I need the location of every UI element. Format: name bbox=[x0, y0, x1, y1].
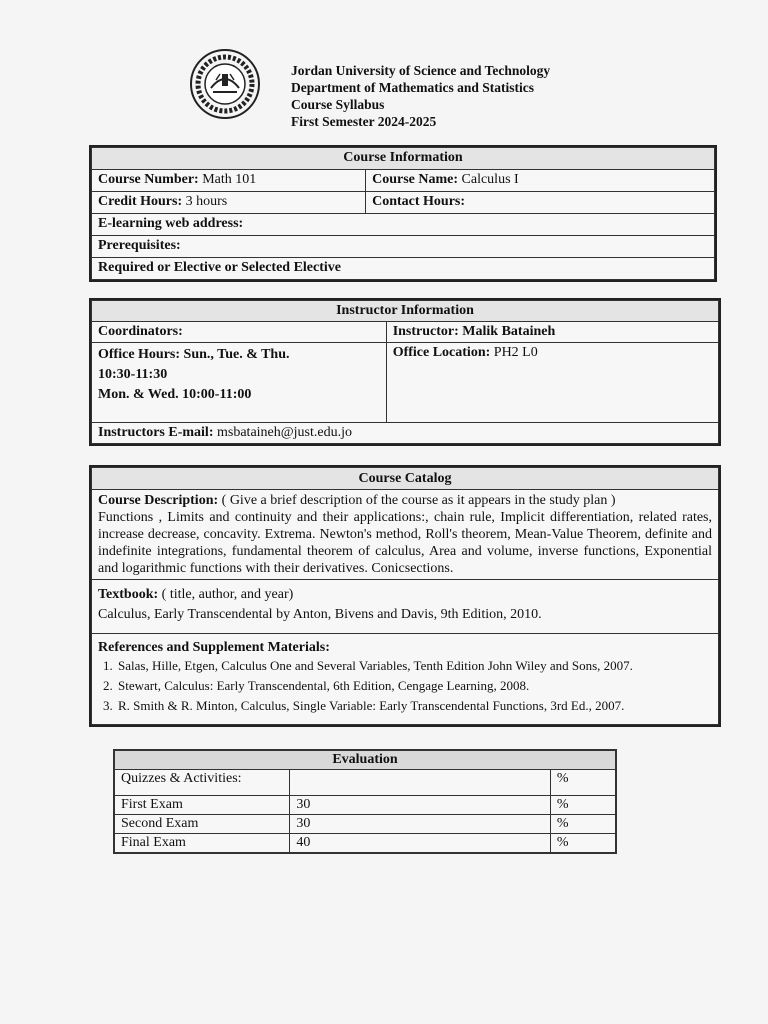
description-label: Course Description: bbox=[98, 493, 219, 508]
eval-unit: % bbox=[550, 770, 615, 796]
contact-hours-cell bbox=[366, 192, 715, 214]
list-item: 3. R. Smith & R. Minton, Calculus, Single Variable: Early Transcendental Functions, 3rd Ed., 2007. bbox=[116, 696, 712, 716]
office-location-value: PH2 L0 bbox=[493, 345, 538, 360]
email-label: Instructors E-mail: bbox=[98, 425, 214, 440]
section-title: Course Catalog bbox=[92, 468, 719, 490]
references-cell bbox=[92, 634, 719, 725]
description-hint: ( Give a brief description of the course as it appears in the study plan ) bbox=[221, 493, 616, 508]
textbook-heading bbox=[98, 585, 712, 605]
email-cell bbox=[92, 423, 719, 444]
course-catalog-table bbox=[89, 465, 721, 727]
course-number-value: Math 101 bbox=[202, 172, 257, 187]
document-type: Course Syllabus bbox=[291, 97, 385, 112]
required-elective-cell: Required or Elective or Selected Elective bbox=[92, 258, 715, 280]
section-title: Course Information bbox=[92, 148, 715, 170]
course-number-cell bbox=[92, 170, 366, 192]
contact-hours-label: Contact Hours: bbox=[372, 194, 466, 209]
credit-hours-label: Credit Hours: bbox=[98, 194, 183, 209]
section-title: Evaluation bbox=[115, 751, 616, 770]
table-row bbox=[115, 796, 616, 815]
eval-value: 40 bbox=[290, 834, 551, 853]
eval-item: Quizzes & Activities: bbox=[115, 770, 290, 796]
description-heading bbox=[98, 492, 712, 509]
references-label: References and Supplement Materials: bbox=[98, 640, 330, 655]
office-hours-line-2: 10:30-11:30 bbox=[98, 367, 168, 382]
evaluation-table bbox=[113, 749, 617, 854]
textbook-text: Calculus, Early Transcendental by Anton, Bivens and Davis, 9th Edition, 2010. bbox=[98, 607, 542, 622]
textbook-hint: ( title, author, and year) bbox=[161, 587, 294, 602]
section-title: Instructor Information bbox=[92, 301, 719, 322]
list-item: 2. Stewart, Calculus: Early Transcendental, 6th Edition, Cengage Learning, 2008. bbox=[116, 676, 712, 696]
eval-item: Second Exam bbox=[115, 815, 290, 834]
eval-item: First Exam bbox=[115, 796, 290, 815]
eval-value bbox=[290, 770, 551, 796]
course-name-value: Calculus I bbox=[461, 172, 519, 187]
eval-value: 30 bbox=[290, 796, 551, 815]
eval-unit: % bbox=[550, 834, 615, 853]
table-row bbox=[115, 815, 616, 834]
table-row bbox=[115, 834, 616, 853]
coordinators-cell: Coordinators: bbox=[92, 322, 387, 343]
office-hours-cell bbox=[92, 343, 387, 423]
university-name: Jordan University of Science and Technology bbox=[291, 63, 551, 78]
semester: First Semester 2024-2025 bbox=[291, 114, 437, 129]
email-value: msbataineh@just.edu.jo bbox=[217, 425, 352, 440]
textbook-label: Textbook: bbox=[98, 587, 159, 602]
eval-value: 30 bbox=[290, 815, 551, 834]
university-logo bbox=[186, 48, 264, 120]
eval-unit: % bbox=[550, 796, 615, 815]
elearning-cell: E-learning web address: bbox=[92, 214, 715, 236]
course-name-label: Course Name: bbox=[372, 172, 459, 187]
credit-hours-cell bbox=[92, 192, 366, 214]
table-row bbox=[115, 770, 616, 796]
department-name: Department of Mathematics and Statistics bbox=[291, 80, 534, 95]
credit-hours-value: 3 hours bbox=[185, 194, 228, 209]
course-information-table bbox=[89, 145, 717, 282]
description-text: Functions , Limits and continuity and their applications:, chain rule, Implicit differentiation, related rates, increase decrease, concavity. Extrema. Newton's method, Roll's theorem, Mean-Value Theorem, definite and indefinite integrations, fundamental theorem of calculus, Area and volume, inverse functions, Exponential and logarithmic functions with their derivatives. Conicsections. bbox=[98, 510, 712, 576]
list-item: 1. Salas, Hille, Etgen, Calculus One and Several Variables, Tenth Edition John Wiley and Sons, 2007. bbox=[116, 656, 712, 676]
instructor-label: Instructor: bbox=[392, 324, 459, 339]
references-list bbox=[116, 656, 712, 716]
office-hours-line-3: Mon. & Wed. 10:00-11:00 bbox=[98, 387, 252, 402]
office-location-cell bbox=[386, 343, 718, 423]
instructor-information-table bbox=[89, 298, 721, 446]
office-hours-line-1: Office Hours: Sun., Tue. & Thu. bbox=[98, 347, 290, 362]
course-number-label: Course Number: bbox=[98, 172, 199, 187]
course-name-cell bbox=[366, 170, 715, 192]
instructor-cell bbox=[386, 322, 718, 343]
prerequisites-cell: Prerequisites: bbox=[92, 236, 715, 258]
header-titles bbox=[291, 62, 651, 130]
eval-unit: % bbox=[550, 815, 615, 834]
office-location-label: Office Location: bbox=[392, 345, 491, 360]
instructor-name: Malik Bataineh bbox=[462, 324, 556, 339]
eval-item: Final Exam bbox=[115, 834, 290, 853]
course-description-cell bbox=[92, 490, 719, 580]
textbook-cell bbox=[92, 580, 719, 634]
